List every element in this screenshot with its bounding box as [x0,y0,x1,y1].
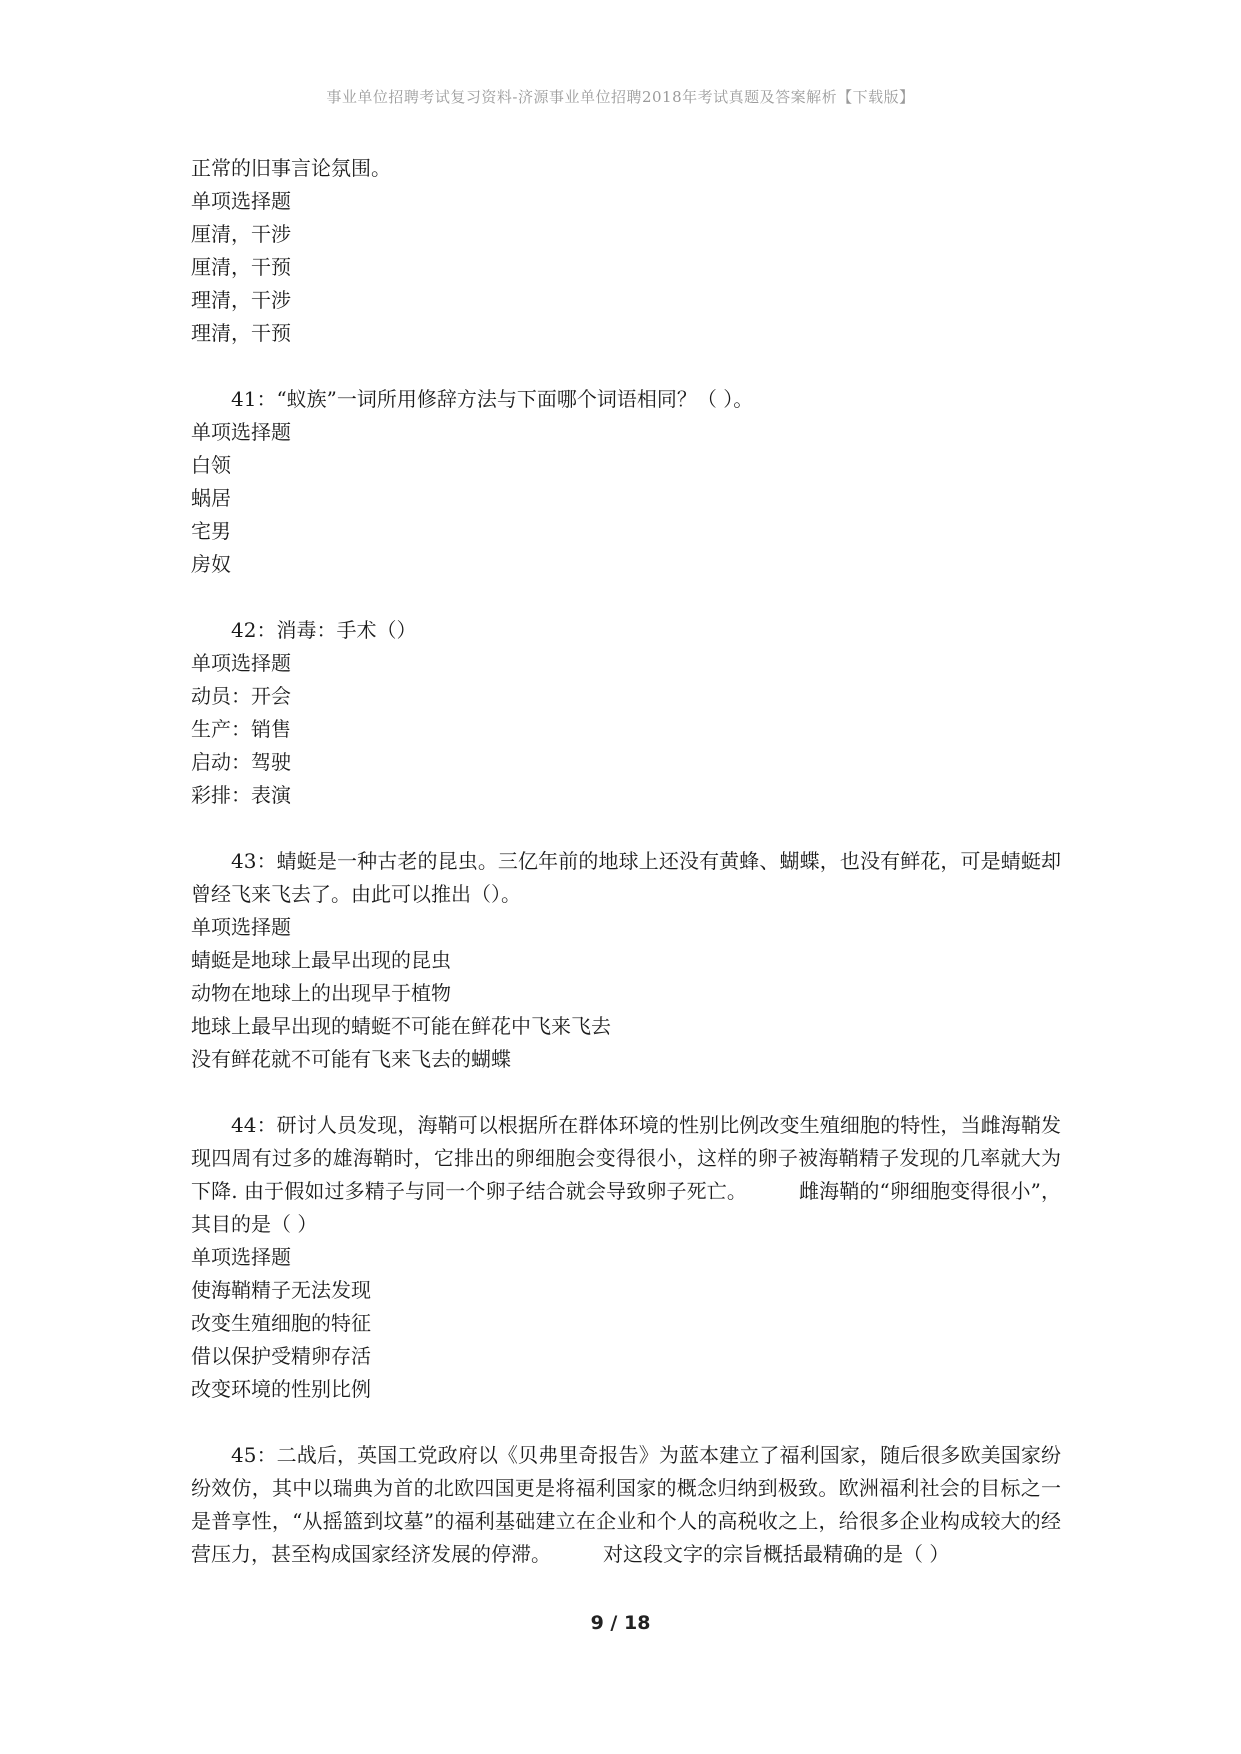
option: 白领 [191,453,231,477]
page-header: 事业单位招聘考试复习资料-济源事业单位招聘2018年考试真题及答案解析【下载版】 [326,88,915,106]
option: 借以保护受精卵存活 [191,1344,371,1368]
question-45-stem-part-b: 对这段文字的宗旨概括最精确的是（ ） [603,1542,950,1566]
question-42-stem: 42：消毒：手术（） [231,618,417,642]
option: 改变生殖细胞的特征 [191,1311,371,1335]
option: 没有鲜花就不可能有飞来飞去的蝴蝶 [191,1047,511,1071]
question-type: 单项选择题 [191,915,291,939]
question-45-stem-part-a: 45：二战后，英国工党政府以《贝弗里奇报告》为蓝本建立了福利国家，随后很多欧美国家纷纷效仿，其中以瑞典为首的北欧四国更是将福利国家的概念归纳到极致。欧洲福利社会的目标之一是普享性，“从摇篮到坟墓”的福利基础建立在企业和个人的高税收之上，给很多企业构成较大的经营压力，甚至构成国家经济发展的停滞。 [191,1443,1061,1566]
option: 生产：销售 [191,717,291,741]
option: 改变环境的性别比例 [191,1377,371,1401]
question-44-stem-part-b: 雌海鞘的“卵细胞变得很小”，其目的是（ ） [191,1179,1061,1236]
option: 蜻蜓是地球上最早出现的昆虫 [191,948,451,972]
question-43-stem: 43：蜻蜓是一种古老的昆虫。三亿年前的地球上还没有黄蜂、蝴蝶，也没有鲜花，可是蜻蜓却曾经飞来飞去了。由此可以推出（）。 [191,849,1061,906]
option: 启动：驾驶 [191,750,291,774]
question-type: 单项选择题 [191,189,291,213]
option: 宅男 [191,519,231,543]
document-body [191,152,1061,1571]
option: 房奴 [191,552,231,576]
page-number: 9 / 18 [590,1612,651,1634]
option: 动物在地球上的出现早于植物 [191,981,451,1005]
option: 厘清，干预 [191,255,291,279]
option: 厘清，干涉 [191,222,291,246]
option: 理清，干预 [191,321,291,345]
question-45-stem [191,1439,1061,1571]
option: 地球上最早出现的蜻蜓不可能在鲜花中飞来飞去 [191,1014,611,1038]
option: 理清，干涉 [191,288,291,312]
option: 动员：开会 [191,684,291,708]
option: 使海鞘精子无法发现 [191,1278,371,1302]
option: 彩排：表演 [191,783,291,807]
question-tail: 正常的旧事言论氛围。 [191,156,391,180]
question-type: 单项选择题 [191,420,291,444]
question-44-stem [191,1109,1061,1241]
question-type: 单项选择题 [191,1245,291,1269]
option: 蜗居 [191,486,231,510]
question-type: 单项选择题 [191,651,291,675]
question-44-stem-part-a: 44：研讨人员发现，海鞘可以根据所在群体环境的性别比例改变生殖细胞的特性，当雌海鞘发现四周有过多的雄海鞘时，它排出的卵细胞会变得很小，这样的卵子被海鞘精子发现的几率就大为下降. 由于假如过多精子与同一个卵子结合就会导致卵子死亡。 [191,1113,1061,1203]
question-41-stem: 41：“蚁族”一词所用修辞方法与下面哪个词语相同？（ ）。 [231,387,754,411]
